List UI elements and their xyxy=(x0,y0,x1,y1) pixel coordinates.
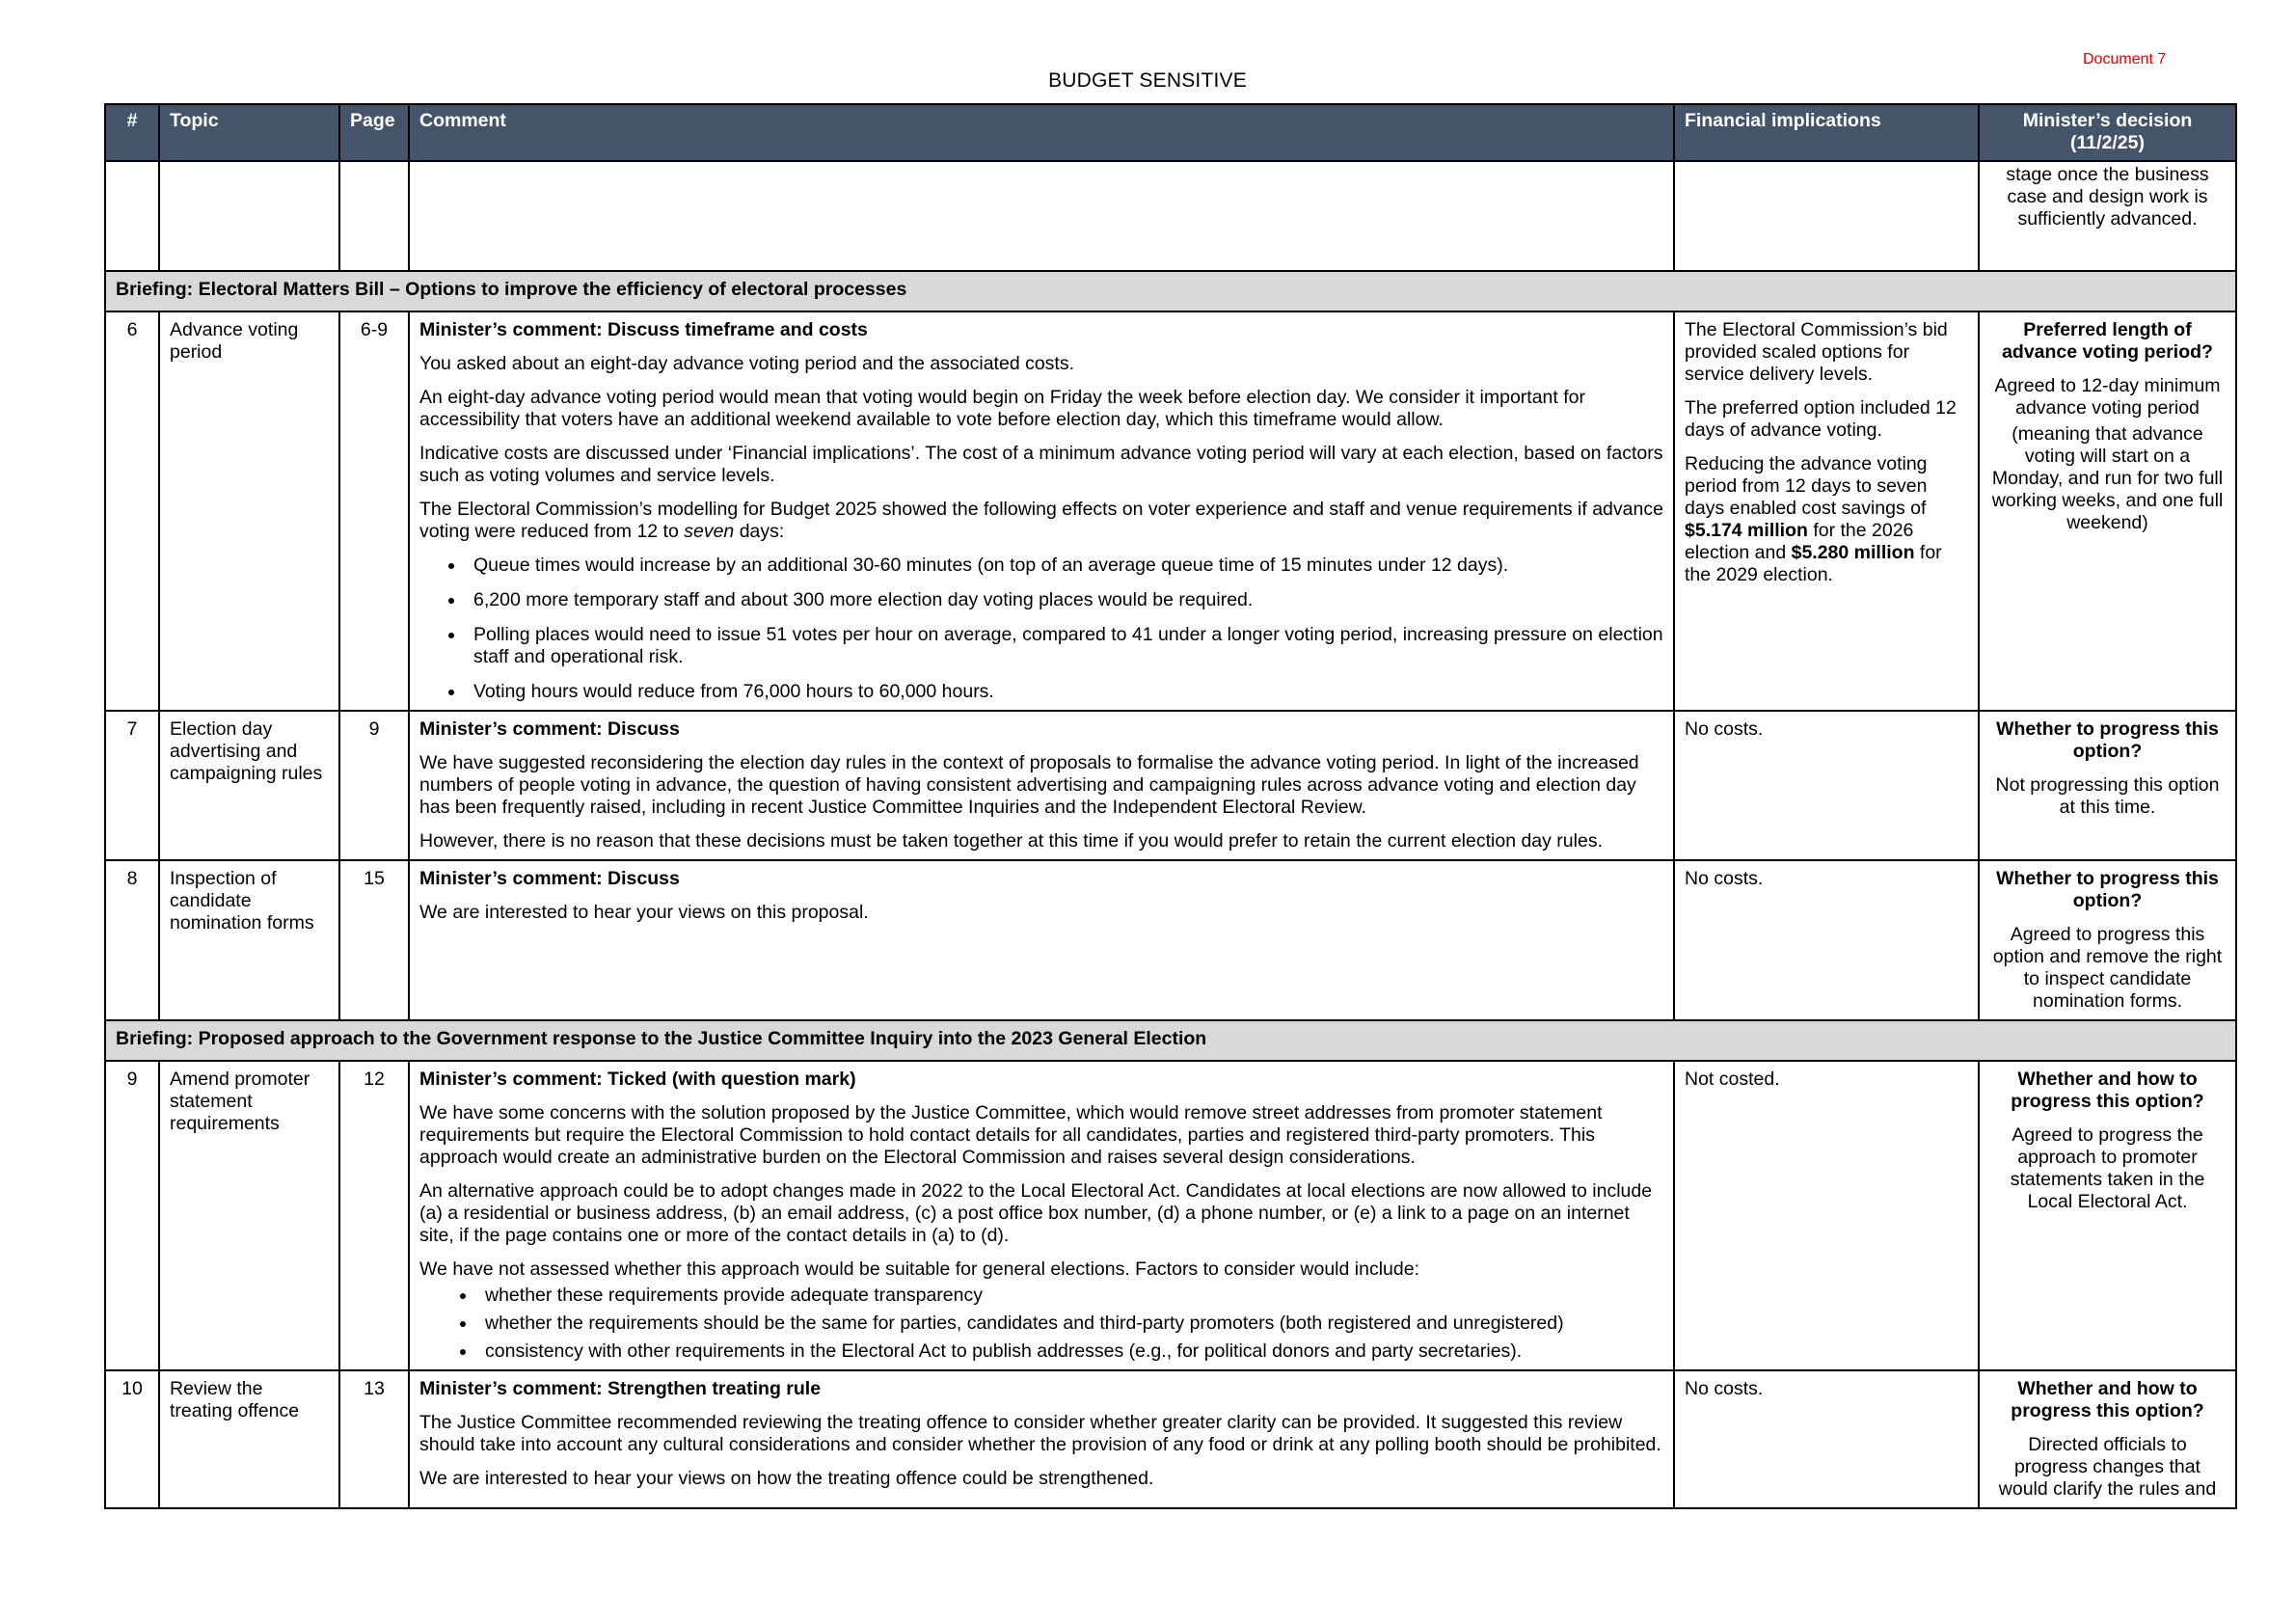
list-item: • Polling places would need to issue 51 votes per hour on average, compared to 41 under a longer voting period, increasing pressure on election staff and operational risk. xyxy=(466,624,1663,668)
savings-amount: $5.280 million xyxy=(1791,542,1915,563)
text-span: for the 2029 election. xyxy=(1685,542,1942,585)
list-item: • 6,200 more temporary staff and about 300 more election day voting places would be required. xyxy=(466,589,1663,611)
decision-answer: Agreed to progress the approach to promoter statements taken in the Local Electoral Act. xyxy=(2010,1124,2205,1212)
column-header-financial: Financial implications xyxy=(1674,104,1979,161)
decision-question: Whether and how to progress this option? xyxy=(2011,1378,2204,1421)
section-header-row xyxy=(105,1020,2236,1061)
column-header-page: Page xyxy=(339,104,409,161)
page-cell: 6-9 xyxy=(339,311,409,711)
table-header-row xyxy=(105,104,2236,161)
decision-cell xyxy=(1979,711,2236,860)
table-row xyxy=(105,860,2236,1020)
comment-title: Minister’s comment: Discuss xyxy=(419,868,680,889)
empty-cell xyxy=(105,161,159,271)
empty-cell xyxy=(1674,161,1979,271)
table-row xyxy=(105,1370,2236,1508)
comment-paragraph: An eight-day advance voting period would mean that voting would begin on Friday the week before election day. We consider it important for accessibility that voters have an additional weekend available to vote before election day, which this timeframe would allow. xyxy=(419,387,1585,430)
page-cell: 9 xyxy=(339,711,409,860)
comment-paragraph xyxy=(419,499,1663,543)
page-cell: 12 xyxy=(339,1061,409,1370)
page-cell: 13 xyxy=(339,1370,409,1508)
decision-answer: Agreed to 12-day minimum advance voting period xyxy=(1994,375,2221,419)
row-number: 7 xyxy=(105,711,159,860)
section-title: Briefing: Electoral Matters Bill – Options to improve the efficiency of electoral processes xyxy=(105,271,2236,311)
comment-paragraph: We are interested to hear your views on this proposal. xyxy=(419,902,869,923)
topic-cell: Review the treating offence xyxy=(159,1370,339,1508)
row-number: 6 xyxy=(105,311,159,711)
comment-cell xyxy=(409,860,1674,1020)
decision-answer: Not progressing this option at this time. xyxy=(1995,774,2220,818)
comment-paragraph: We are interested to hear your views on how the treating offence could be strengthened. xyxy=(419,1468,1154,1489)
comment-paragraph: Indicative costs are discussed under ‘Financial implications’. The cost of a minimum advance voting period will vary at each election, based on factors such as voting volumes and service levels. xyxy=(419,443,1663,486)
decision-question: Whether to progress this option? xyxy=(1996,718,2219,762)
table-row xyxy=(105,711,2236,860)
table-row xyxy=(105,161,2236,271)
page-cell: 15 xyxy=(339,860,409,1020)
decision-question: Whether and how to progress this option? xyxy=(2011,1069,2204,1112)
financial-paragraph: The Electoral Commission’s bid provided scaled options for service delivery levels. xyxy=(1685,319,1948,385)
comment-title: Minister’s comment: Discuss xyxy=(419,718,680,740)
bullet-list xyxy=(419,1285,1663,1363)
topic-cell: Election day advertising and campaigning rules xyxy=(159,711,339,860)
decision-cell xyxy=(1979,1061,2236,1370)
decision-question: Preferred length of advance voting period? xyxy=(2002,319,2213,363)
comment-cell xyxy=(409,1061,1674,1370)
decision-answer: (meaning that advance voting will start on a Monday, and run for two full working weeks, and one full weekend) xyxy=(1991,423,2224,533)
comment-paragraph: We have some concerns with the solution proposed by the Justice Committee, which would remove street addresses from promoter statement requirements but require the Electoral Commission to hold contact details for all candidates, parties and registered third-party promoters. This approach would create an administrative burden on the Electoral Commission and raises several design considerations. xyxy=(419,1102,1603,1168)
table-row xyxy=(105,311,2236,711)
column-header-topic: Topic xyxy=(159,104,339,161)
financial-paragraph xyxy=(1685,453,1968,586)
empty-cell xyxy=(339,161,409,271)
comment-title: Minister’s comment: Ticked (with question mark) xyxy=(419,1069,856,1090)
section-title: Briefing: Proposed approach to the Government response to the Justice Committee Inquiry into the 2023 General Election xyxy=(105,1020,2236,1061)
savings-amount: $5.174 million xyxy=(1685,520,1808,541)
comment-title: Minister’s comment: Discuss timeframe and costs xyxy=(419,319,868,340)
list-item: • Queue times would increase by an additional 30-60 minutes (on top of an average queue time of 15 minutes under 12 days). xyxy=(466,555,1663,577)
row-number: 8 xyxy=(105,860,159,1020)
column-header-number: # xyxy=(105,104,159,161)
comment-cell xyxy=(409,1370,1674,1508)
financial-cell: No costs. xyxy=(1674,860,1979,1020)
topic-cell: Amend promoter statement requirements xyxy=(159,1061,339,1370)
topic-cell: Inspection of candidate nomination forms xyxy=(159,860,339,1020)
comment-cell xyxy=(409,711,1674,860)
text-span: days: xyxy=(734,521,785,542)
list-item: • Voting hours would reduce from 76,000 hours to 60,000 hours. xyxy=(466,681,1663,703)
list-item: • consistency with other requirements in the Electoral Act to publish addresses (e.g., for political donors and party secretaries). xyxy=(477,1340,1663,1363)
decision-cell: stage once the business case and design work is sufficiently advanced. xyxy=(1979,161,2236,271)
comment-paragraph: You asked about an eight-day advance voting period and the associated costs. xyxy=(419,353,1075,374)
empty-cell xyxy=(409,161,1674,271)
bullet-list xyxy=(419,555,1663,703)
comment-paragraph: The Justice Committee recommended reviewing the treating offence to consider whether greater clarity can be provided. It suggested this review should take into account any cultural considerations and consider whether the provision of any food or drink at any polling booth should be prohibited. xyxy=(419,1412,1661,1455)
decision-cell xyxy=(1979,1370,2236,1508)
document-number-label: Document 7 xyxy=(2083,51,2167,68)
row-number: 9 xyxy=(105,1061,159,1370)
financial-cell: No costs. xyxy=(1674,1370,1979,1508)
decision-cell xyxy=(1979,311,2236,711)
security-classification-heading: BUDGET SENSITIVE xyxy=(1048,69,1247,92)
column-header-comment: Comment xyxy=(409,104,1674,161)
text-span: The Electoral Commission’s modelling for Budget 2025 showed the following effects on voter experience and staff and venue requirements if advance voting were reduced from 12 to xyxy=(419,499,1663,542)
comment-paragraph: We have suggested reconsidering the election day rules in the context of proposals to formalise the advance voting period. In light of the increased numbers of people voting in advance, the question of having consistent advertising and campaigning rules across advance voting and election day has been frequently raised, including in recent Justice Committee Inquiries and the Independent Electoral Review. xyxy=(419,752,1639,818)
empty-cell xyxy=(159,161,339,271)
table-row xyxy=(105,1061,2236,1370)
row-number: 10 xyxy=(105,1370,159,1508)
list-item: • whether the requirements should be the same for parties, candidates and third-party promoters (both registered and unregistered) xyxy=(477,1313,1663,1335)
comment-paragraph: An alternative approach could be to adopt changes made in 2022 to the Local Electoral Act. Candidates at local elections are now allowed to include (a) a residential or business address, (b) an email address, (c) a post office box number, (d) a phone number, or (e) a link to a page on an internet site, if the page contains one or more of the contact details in (a) to (d). xyxy=(419,1180,1653,1246)
comment-paragraph: We have not assessed whether this approach would be suitable for general elections. Factors to consider would include: xyxy=(419,1259,1419,1280)
decision-answer: Directed officials to progress changes that would clarify the rules and xyxy=(1998,1434,2217,1500)
section-header-row xyxy=(105,271,2236,311)
text-span: Reducing the advance voting period from 12 days to seven days enabled cost savings of xyxy=(1685,453,1928,519)
decisions-table xyxy=(104,103,2237,1509)
topic-cell: Advance voting period xyxy=(159,311,339,711)
emphasis-text: seven xyxy=(684,521,735,542)
financial-cell xyxy=(1674,311,1979,711)
list-item: • whether these requirements provide adequate transparency xyxy=(477,1285,1663,1307)
column-header-decision: Minister’s decision (11/2/25) xyxy=(1979,104,2236,161)
decision-answer: Agreed to progress this option and remove the right to inspect candidate nomination forms. xyxy=(1992,924,2223,1012)
decision-question: Whether to progress this option? xyxy=(1996,868,2219,911)
financial-paragraph: The preferred option included 12 days of advance voting. xyxy=(1685,397,1957,441)
text-span: for the 2026 election and xyxy=(1685,520,1914,563)
comment-cell xyxy=(409,311,1674,711)
comment-title: Minister’s comment: Strengthen treating rule xyxy=(419,1378,822,1399)
comment-paragraph: However, there is no reason that these decisions must be taken together at this time if you would prefer to retain the current election day rules. xyxy=(419,830,1603,852)
financial-cell: No costs. xyxy=(1674,711,1979,860)
decision-cell xyxy=(1979,860,2236,1020)
financial-cell: Not costed. xyxy=(1674,1061,1979,1370)
